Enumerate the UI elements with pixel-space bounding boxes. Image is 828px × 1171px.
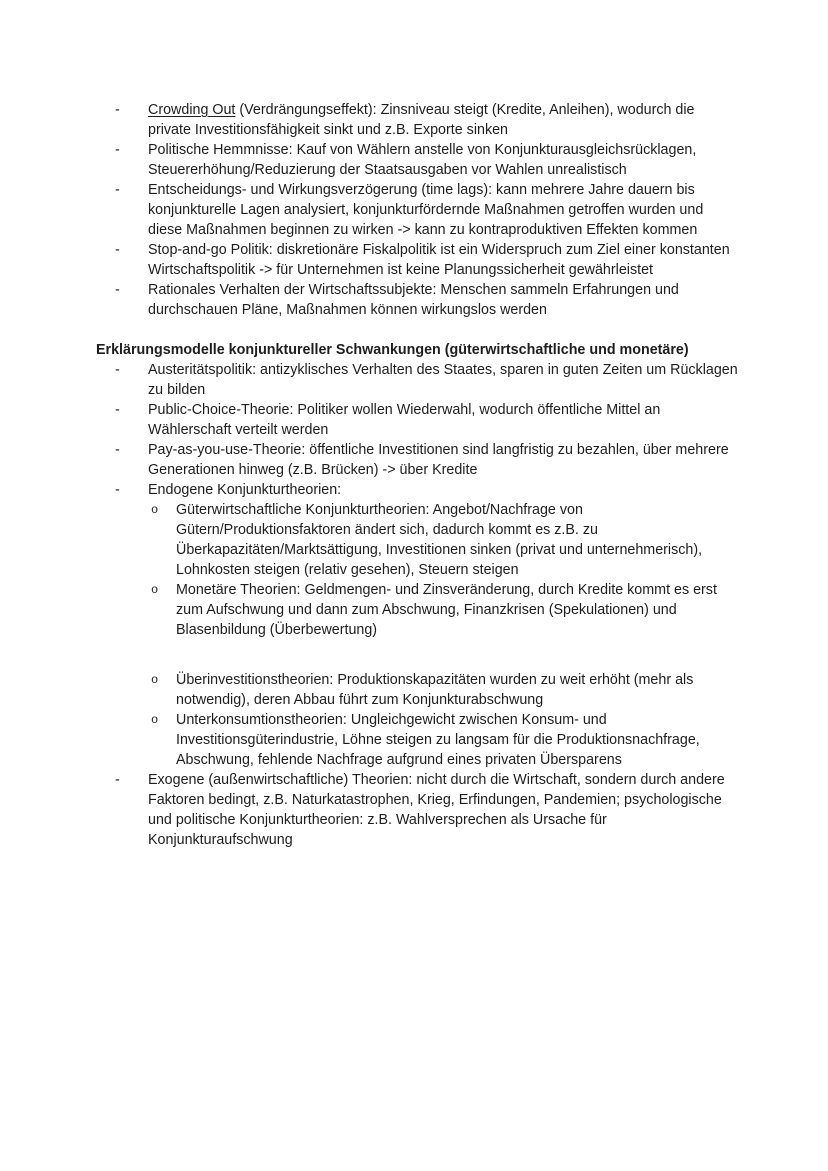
- bullet-marker: -: [115, 282, 120, 298]
- bullet-list: [96, 100, 738, 320]
- bullet-marker: -: [115, 142, 120, 158]
- bullet-marker: o: [151, 713, 159, 727]
- list-item: [96, 710, 738, 770]
- underlined-term: Crowding Out: [148, 102, 236, 118]
- bullet-marker: o: [151, 583, 159, 597]
- bullet-list: [96, 360, 738, 850]
- section-heading: Erklärungsmodelle konjunktureller Schwankungen (güterwirtschaftliche und monetäre): [96, 342, 689, 358]
- list-item-text: Politische Hemmnisse: Kauf von Wählern anstelle von Konjunkturausgleichsrücklagen, Steuererhöhung/Reduzierung der Staatsausgaben vor Wahlen unrealistisch: [148, 142, 697, 178]
- list-item: [96, 500, 738, 580]
- bullet-marker: o: [151, 673, 159, 687]
- list-item: [96, 440, 738, 480]
- list-item-text: Unterkonsumtionstheorien: Ungleichgewicht zwischen Konsum- und Investitionsgüterindustrie, Löhne steigen zu langsam für die Produktionsnachfrage, Abschwung, fehlende Nachfrage aufgrund eines privaten Übersparens: [176, 712, 700, 768]
- document-content: [96, 100, 738, 850]
- bullet-marker: -: [115, 772, 120, 788]
- bullet-marker: o: [151, 503, 159, 517]
- list-item-text: Exogene (außenwirtschaftliche) Theorien: nicht durch die Wirtschaft, sondern durch andere Faktoren bedingt, z.B. Naturkatastrophen, Krieg, Erfindungen, Pandemien; psychologische und politische Konjunkturtheorien: z.B. Wahlversprechen als Ursache für Konjunkturaufschwung: [148, 772, 725, 848]
- bullet-marker: -: [115, 182, 120, 198]
- bullet-marker: -: [115, 482, 120, 498]
- list-item-text: Monetäre Theorien: Geldmengen- und Zinsveränderung, durch Kredite kommt es erst zum Aufschwung und dann zum Abschwung, Finanzkrisen (Spekulationen) und Blasenbildung (Überbewertung): [176, 582, 717, 638]
- list-item: [96, 140, 738, 180]
- list-item: [96, 480, 738, 500]
- list-item-text-rest: (Verdrängungseffekt): Zinsniveau steigt (Kredite, Anleihen), wodurch die private Investitionsfähigkeit sinkt und z.B. Exporte sinken: [148, 102, 695, 138]
- list-item: [96, 280, 738, 320]
- list-item-text: Endogene Konjunkturtheorien:: [148, 482, 342, 498]
- list-item: [96, 770, 738, 850]
- list-item-text: Stop-and-go Politik: diskretionäre Fiskalpolitik ist ein Widerspruch zum Ziel einer konstanten Wirtschaftspolitik -> für Unternehmen ist keine Planungssicherheit gewährleistet: [148, 242, 730, 278]
- list-item-text: Public-Choice-Theorie: Politiker wollen Wiederwahl, wodurch öffentliche Mittel an Wählerschaft verteilt werden: [148, 402, 661, 438]
- list-item: [96, 580, 738, 640]
- list-item: [96, 240, 738, 280]
- list-item-text: Güterwirtschaftliche Konjunkturtheorien: Angebot/Nachfrage von Gütern/Produktionsfaktoren ändert sich, dadurch kommt es z.B. zu Überkapazitäten/Marktsättigung, Investitionen sinken (privat und unternehmerisch), Lohnkosten steigen (relativ gesehen), Steuern steigen: [176, 502, 703, 578]
- bullet-marker: -: [115, 242, 120, 258]
- list-item-text: Überinvestitionstheorien: Produktionskapazitäten wurden zu weit erhöht (mehr als notwendig), deren Abbau führt zum Konjunkturabschwung: [176, 672, 694, 708]
- list-item-text: Entscheidungs- und Wirkungsverzögerung (time lags): kann mehrere Jahre dauern bis konjunkturelle Lagen analysiert, konjunkturfördernde Maßnahmen getroffen wurden und diese Maßnahmen beginnen zu wirken -> kann zu kontraproduktiven Effekten kommen: [148, 182, 704, 238]
- list-item: [96, 670, 738, 710]
- list-item: [96, 400, 738, 440]
- list-item: [96, 360, 738, 400]
- list-item-text: [148, 100, 738, 140]
- bullet-marker: -: [115, 362, 120, 378]
- bullet-marker: -: [115, 102, 120, 118]
- list-item-text: Rationales Verhalten der Wirtschaftssubjekte: Menschen sammeln Erfahrungen und durchschauen Pläne, Maßnahmen können wirkungslos werden: [148, 282, 679, 318]
- list-item: [96, 100, 738, 140]
- list-item: [96, 180, 738, 240]
- list-item-text: Austeritätspolitik: antizyklisches Verhalten des Staates, sparen in guten Zeiten um Rücklagen zu bilden: [148, 362, 738, 398]
- list-item-text: Pay-as-you-use-Theorie: öffentliche Investitionen sind langfristig zu bezahlen, über mehrere Generationen hinweg (z.B. Brücken) -> über Kredite: [148, 442, 729, 478]
- bullet-marker: -: [115, 442, 120, 458]
- bullet-marker: -: [115, 402, 120, 418]
